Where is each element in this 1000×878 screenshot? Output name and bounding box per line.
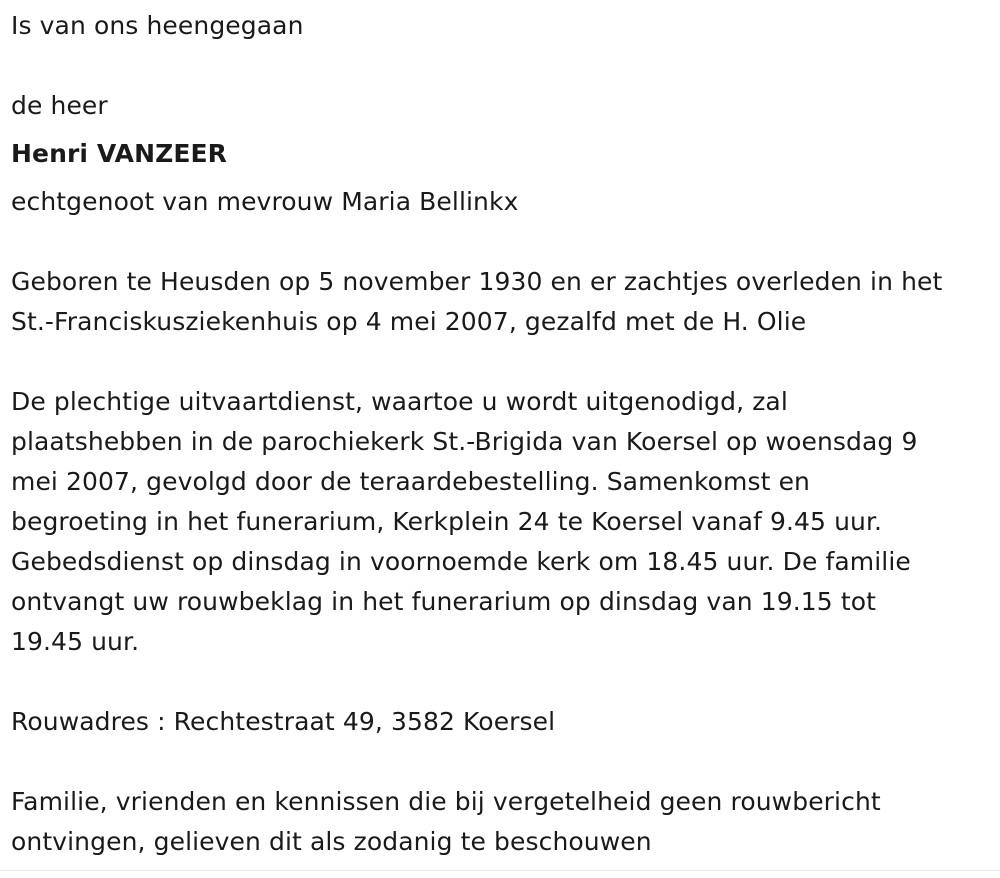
birth-death-paragraph: Geboren te Heusden op 5 november 1930 en er zachtjes overleden in het St.-Franciskusziekenhuis op 4 mei 2007, gezalfd met de H. Olie [11, 267, 943, 336]
spacer [11, 46, 996, 86]
spacer [11, 342, 996, 382]
closing-paragraph: Familie, vrienden en kennissen die bij vergetelheid geen rouwbericht ontvingen, gelieven dit als zodanig te beschouwen [11, 787, 881, 856]
spacer [11, 126, 996, 134]
address-text: Rouwadres : Rechtestraat 49, 3582 Koersel [11, 707, 556, 736]
deceased-name: Henri VANZEER [11, 139, 228, 168]
spacer [11, 174, 996, 182]
spouse-text: echtgenoot van mevrouw Maria Bellinkx [11, 187, 519, 216]
intro-text: Is van ons heengegaan [11, 11, 304, 40]
spacer [11, 742, 996, 782]
spacer [11, 662, 996, 702]
obituary-notice [11, 6, 996, 862]
funeral-paragraph: De plechtige uitvaartdienst, waartoe u wordt uitgenodigd, zal plaatshebben in de parochiekerk St.-Brigida van Koersel op woensdag 9 mei 2007, gevolgd door de teraardebestelling. Samenkomst en begroeting in het funerarium, Kerkplein 24 te Koersel vanaf 9.45 uur. Gebedsdienst op dinsdag in voornoemde kerk om 18.45 uur. De familie ontvangt uw rouwbeklag in het funerarium op dinsdag van 19.15 tot 19.45 uur. [11, 387, 918, 656]
bottom-divider [0, 870, 1000, 871]
salutation-text: de heer [11, 91, 108, 120]
spacer [11, 222, 996, 262]
